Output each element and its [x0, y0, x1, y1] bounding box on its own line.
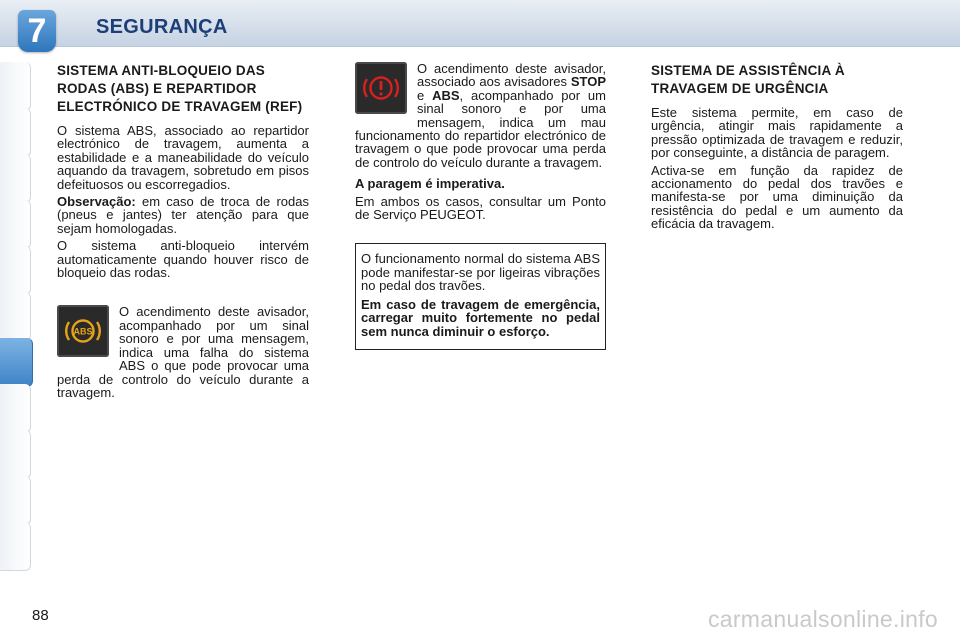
- observation-label: Observação:: [57, 194, 136, 210]
- header-bar: [0, 0, 960, 50]
- brake-assist-paragraph-1: Este sistema permite, em caso de urgência, atingir mais rapidamente a pressão optimizada de travagem e reduzir, por conseguinte, a distância de paragem.: [651, 105, 903, 161]
- ref-text-b: , acompanhado por um sinal sonoro e por uma mensagem, indica um mau funcionamento do repartidor electrónico de travagem o que pode provocar uma perda de controlo do veículo durante a travagem.: [355, 87, 606, 170]
- chapter-tab[interactable]: [0, 154, 31, 203]
- chapter-badge: 7: [18, 10, 56, 52]
- chapter-tab[interactable]: [0, 292, 31, 341]
- chapter-tab[interactable]: [0, 522, 31, 571]
- page-title: SEGURANÇA: [96, 16, 228, 38]
- notice-box: [355, 243, 606, 349]
- chapter-tab[interactable]: [0, 384, 31, 433]
- ref-text-and: e: [417, 87, 433, 103]
- abs-observation-paragraph: [57, 195, 309, 235]
- abs-intro-paragraph: O sistema ABS, associado ao repartidor electrónico de travagem, aumenta a estabilidade e a maneabilidade do veículo aquando da travagem, sobretudo em pisos defeituosos ou escorregadios.: [57, 123, 309, 192]
- observation-text: em caso de troca de rodas (pneus e jantes) ter atenção para que sejam homologadas.: [57, 194, 309, 236]
- notice-vibration-text: O funcionamento normal do sistema ABS pode manifestar-se por ligeiras vibrações no pedal dos travões.: [361, 251, 600, 294]
- brake-assist-paragraph-2: Activa-se em função da rapidez de accionamento do pedal dos travões e manifesta-se por uma diminuição da resistência do pedal e um aumento da eficácia da travagem.: [651, 162, 903, 232]
- abs-warning-light-icon: [57, 305, 109, 357]
- notice-emergency-text: Em caso de travagem de emergência, carregar muito fortemente no pedal sem nunca diminuir o esforço.: [361, 296, 600, 339]
- chapter-tab-active[interactable]: [0, 338, 33, 387]
- brake-assist-heading: SISTEMA DE ASSISTÊNCIA À TRAVAGEM DE URGÊNCIA: [651, 63, 845, 96]
- stop-imperative-text: A paragem é imperativa.: [355, 176, 505, 192]
- brake-warning-light-icon: [355, 62, 407, 114]
- abs-icon-label: ABS: [73, 326, 93, 337]
- ref-text-a: O acendimento deste avisador, associado aos avisadores: [417, 61, 606, 90]
- watermark: carmanualsonline.info: [707, 606, 938, 632]
- abs-warning-block: [57, 305, 309, 399]
- abs-auto-paragraph: O sistema anti-bloqueio intervém automaticamente quando houver risco de bloqueio das rodas.: [57, 238, 309, 281]
- consult-paragraph: Em ambos os casos, consultar um Ponto de Serviço PEUGEOT.: [355, 193, 606, 223]
- chapter-tab[interactable]: [0, 62, 31, 111]
- column-abs: [57, 62, 309, 403]
- column-emergency-brake-assist: [651, 62, 903, 235]
- chapter-tab[interactable]: [0, 476, 31, 525]
- stop-label: STOP: [570, 74, 606, 90]
- chapter-tab[interactable]: [0, 430, 31, 479]
- chapter-tab[interactable]: [0, 246, 31, 295]
- column-ref: [355, 62, 606, 350]
- chapter-tab[interactable]: [0, 200, 31, 249]
- chapter-tabs: [0, 62, 33, 574]
- abs-warning-paragraph: O acendimento deste avisador, acompanhado por um sinal sonoro e por uma mensagem, indica uma falha do sistema ABS o que pode provocar uma perda de controlo do veículo durante a travagem.: [57, 304, 309, 400]
- chapter-tab[interactable]: [0, 108, 31, 157]
- abs-label: ABS: [432, 87, 460, 103]
- abs-heading: SISTEMA ANTI-BLOQUEIO DAS RODAS (ABS) E REPARTIDOR ELECTRÓNICO DE TRAVAGEM (REF): [57, 63, 303, 114]
- page-number: 88: [32, 607, 49, 624]
